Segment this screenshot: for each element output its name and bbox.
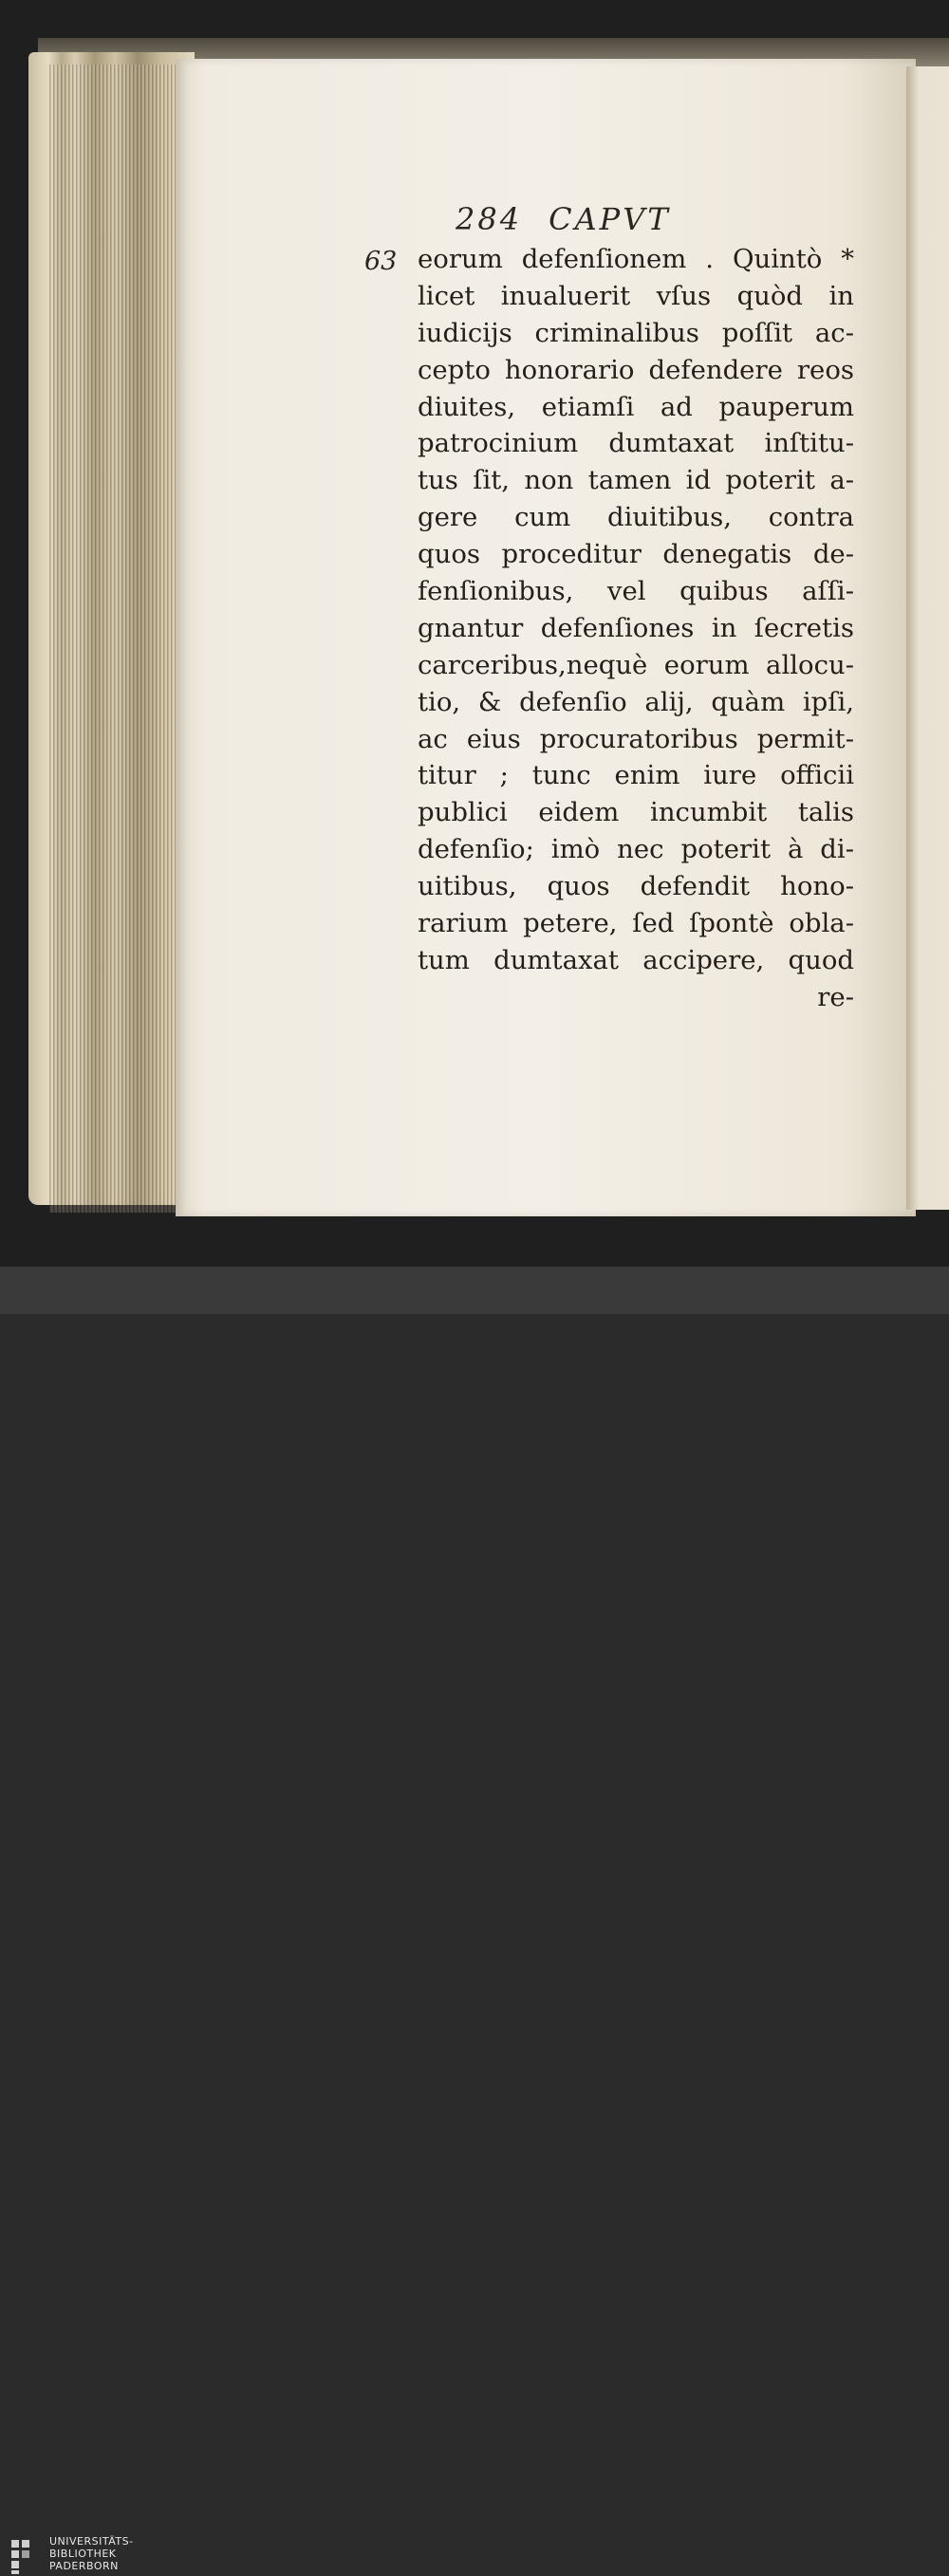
library-footer xyxy=(0,1267,949,2572)
running-head xyxy=(456,201,698,237)
chapter-title: CAPVT xyxy=(549,201,671,237)
library-name-line: UNIVERSITÄTS- xyxy=(49,2535,134,2548)
library-name xyxy=(49,2535,134,2572)
scanned-book-image xyxy=(0,0,949,1267)
catchword: re- xyxy=(817,981,854,1012)
text-line: patrocinium dumtaxat inſtitu- xyxy=(418,428,854,459)
text-line: diuites, etiamſi ad pauperum xyxy=(418,391,854,422)
library-name-line: BIBLIOTHEK xyxy=(49,2548,117,2560)
text-line: defenſio; imò nec poterit à di- xyxy=(418,834,854,865)
text-line: cepto honorario defendere reos xyxy=(418,354,854,385)
page-number: 284 xyxy=(456,201,523,237)
text-line: rarium petere, ſed ſpontè obla- xyxy=(418,908,854,939)
library-logo-icon xyxy=(9,2538,42,2576)
text-line: titur ; tunc enim iure officii xyxy=(418,760,854,791)
text-line: iudicijs criminalibus poſſit ac- xyxy=(418,317,854,348)
text-line: eorum defenſionem . Quintò * xyxy=(418,244,854,274)
text-line: licet inualuerit vſus quòd in xyxy=(418,280,854,311)
text-line: uitibus, quos defendit hono- xyxy=(418,871,854,902)
text-line: tio, & defenſio alij, quàm ipſi, xyxy=(418,686,854,717)
page-edges xyxy=(49,65,182,1213)
text-line: gere cum diuitibus, contra xyxy=(418,502,854,533)
text-line: publici eidem incumbit talis xyxy=(418,797,854,828)
library-name-line: PADERBORN xyxy=(49,2560,119,2572)
text-line: quos proceditur denegatis de- xyxy=(418,539,854,570)
text-line: tus ſit, non tamen id poterit a- xyxy=(418,465,854,496)
text-line: carceribus,nequè eorum allocu- xyxy=(418,649,854,680)
text-line: tum dumtaxat accipere, quod xyxy=(418,944,854,975)
margin-note: 63 xyxy=(364,247,398,276)
facing-page-edge xyxy=(906,66,949,1210)
text-line: ac eius procuratoribus permit- xyxy=(418,723,854,754)
text-line: fenſionibus, vel quibus aſſi- xyxy=(418,576,854,607)
text-line: gnantur defenſiones in ſecretis xyxy=(418,612,854,643)
body-text xyxy=(418,241,854,1016)
